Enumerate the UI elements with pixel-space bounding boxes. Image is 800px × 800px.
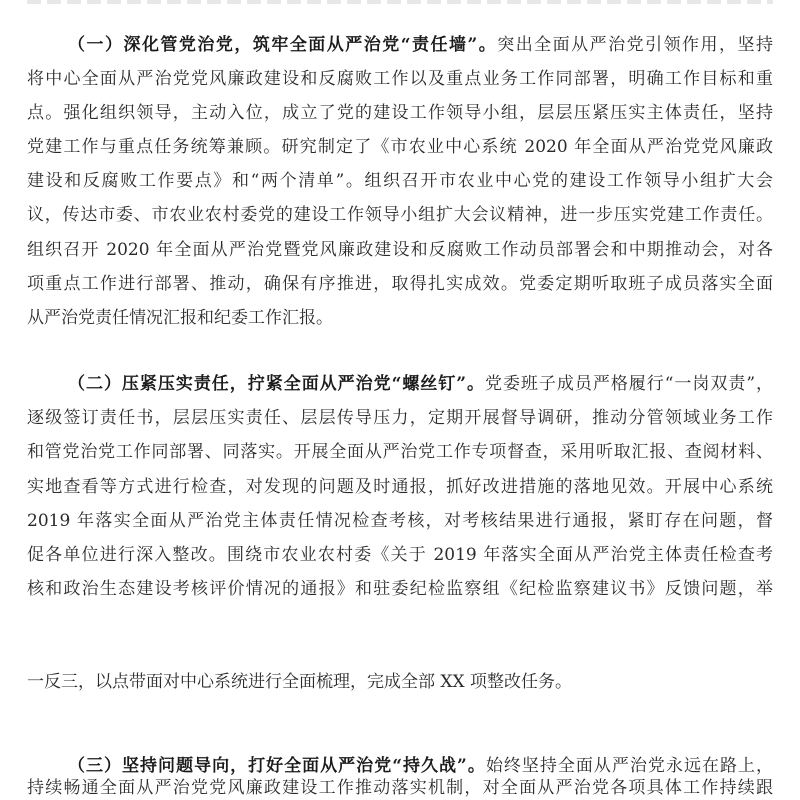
section-heading: （二）压紧压实责任，拧紧全面从严治党“螺丝钉”。 — [68, 374, 485, 394]
paragraph-text: 突出全面从严治党引领作用，坚持 — [497, 35, 773, 55]
paragraph-text: 始终坚持全面从严治党永远在路上， — [485, 756, 773, 776]
paragraph-line: 建设和反腐败工作要点》和“两个清单”。组织召开市农业中心党的建设工作领导小组扩大会 — [27, 171, 773, 191]
paragraph-text: 党委班子成员严格履行“一岗双责”， — [484, 374, 773, 394]
cut-off-text-line — [27, 0, 773, 4]
paragraph-line: 项重点工作进行部署、推动，确保有序推进，取得扎实成效。党委定期听取班子成员落实全面 — [27, 274, 773, 294]
paragraph-line: 将中心全面从严治党党风廉政建设和反腐败工作以及重点业务工作同部署，明确工作目标和重 — [27, 69, 773, 89]
paragraph-line: 持续畅通全面从严治党党风廉政建设工作推动落实机制，对全面从严治党各项具体工作持续跟 — [27, 778, 773, 798]
section-heading: （一）深化管党治党，筑牢全面从严治党“责任墙”。 — [68, 35, 498, 55]
paragraph-line: 和管党治党工作同部署、同落实。开展全面从严治党工作专项督查，采用听取汇报、查阅材料、 — [27, 442, 773, 462]
paragraph-line: 一反三，以点带面对中心系统进行全面梳理，完成全部 XX 项整改任务。 — [27, 672, 573, 692]
section-heading: （三）坚持问题导向，打好全面从严治党“持久战”。 — [68, 756, 486, 776]
paragraph-line: 逐级签订责任书，层层压实责任、层层传导压力，定期开展督导调研，推动分管领域业务工作 — [27, 408, 773, 428]
paragraph-line: 点。强化组织领导，主动入位，成立了党的建设工作领导小组，层层压紧压实主体责任，坚持 — [27, 103, 773, 123]
paragraph-line: 组织召开 2020 年全面从严治党暨党风廉政建设和反腐败工作动员部署会和中期推动会，对各 — [27, 240, 773, 260]
section-first-line — [68, 372, 773, 396]
paragraph-line: 从严治党责任情况汇报和纪委工作汇报。 — [27, 308, 333, 328]
section-first-line — [68, 754, 773, 778]
paragraph-line: 实地查看等方式进行检查，对发现的问题及时通报，抓好改进措施的落地见效。开展中心系统 — [27, 477, 773, 497]
section-first-line — [68, 33, 773, 57]
paragraph-line: 议，传达市委、市农业农村委党的建设工作领导小组扩大会议精神，进一步压实党建工作责任。 — [27, 205, 773, 225]
paragraph-line: 党建工作与重点任务统筹兼顾。研究制定了《市农业中心系统 2020 年全面从严治党党风廉政 — [27, 137, 773, 157]
paragraph-line: 核和政治生态建设考核评价情况的通报》和驻委纪检监察组《纪检监察建议书》反馈问题，举 — [27, 579, 773, 599]
paragraph-line: 促各单位进行深入整改。围绕市农业农村委《关于 2019 年落实全面从严治党主体责任检查考 — [27, 545, 773, 565]
paragraph-line: 2019 年落实全面从严治党主体责任情况检查考核，对考核结果进行通报，紧盯存在问题，督 — [27, 511, 773, 531]
